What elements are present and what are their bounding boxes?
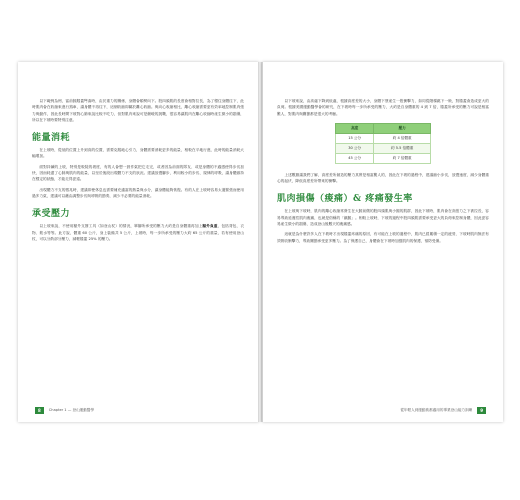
table-cell: 約 5.5 倍體重 [374, 143, 431, 153]
left-paragraph-3: 面對持續的上坡，特別是較陡的坡度，有的人會想一鼓作氣把它走完，或者因為前面的隊友、或是身體的不適感使得步伐加快，因而耗盡了心肺與肌肉的能量，以至於後段出現體力不支的狀況。建議放慢腳步，利用較小的步伐、規律的呼吸，讓身體維持在穩定的狀態，才能走得更遠。 [32, 164, 244, 182]
table-cell: 30 公分 [336, 143, 374, 153]
right-footer [398, 407, 489, 414]
table-cell: 約 7 倍體重 [374, 153, 431, 163]
table-header-height: 高度 [336, 123, 374, 133]
pressure-table [335, 123, 431, 164]
right-page-content [277, 98, 489, 248]
section-heading-pressure: 承受壓力 [32, 209, 71, 220]
page-number: 9 [477, 407, 486, 414]
section-heading-energy: 能量消耗 [32, 133, 71, 144]
right-page [262, 62, 503, 422]
emphasis-text: 額外負重 [202, 224, 218, 229]
left-page-content [32, 98, 244, 246]
table-header-pressure: 壓力 [374, 123, 431, 133]
table-cell: 約 4 倍體重 [374, 133, 431, 143]
right-paragraph-3: 在上坡與下坡時，肌肉的離心收縮常發生在大腿前側的股四頭肌與小腿的肌群，因此下坡時，肌肉會在高張力之下被拉長，容易導致延遲性肌肉痠痛，也就是俗稱的「鐵腿」。相較上坡時，下坡的過程中股四頭肌需要承受更大的負荷來控制身體，因此更容易產生微小的損傷，造成登山後數天的痠痛感。 [277, 209, 489, 227]
table-row [336, 133, 431, 143]
left-paragraph-5: 以上坡來說，不使用額外支撐工具（如登山杖）的情況，單腳所承受的壓力大約是自身體重再加上額外負重，包括背包、衣物、飲水等等。此方說，體重 60 公斤，身上裝備共 5 公斤，上坡時，每一步所承受的壓力大約 65 公斤的重量，若有使用登山杖，可以分散部分壓力，減輕膝蓋 25% 的壓力。 [32, 224, 245, 241]
left-paragraph-4: 出現體力不支的徵兆時，建議即使休息也需要補充適當的熱量與水分，讓身體能夠恢復。有的人在上坡時容易太過緊張而使用過多力氣，建議可以藉由調整步伐與呼吸的節奏，減少不必要的能量消耗。 [32, 187, 244, 198]
pressure-table-wrap [277, 123, 489, 164]
section-heading-muscle-damage: 肌肉損傷（痠痛）& 疼痛發生率 [277, 194, 413, 205]
right-paragraph-2: 上述數據讓我們了解，高度差所創造的壓力其實是相當驚人的，因此在下坡的過程中，建議縮小步伐，放慢速度，減少身體重心的起伏，降低高度差所帶來的衝擊。 [277, 172, 489, 184]
left-paragraph-1: 以下範例為例，當前腿膝蓋彎曲時，由於重力的關係，身體會順勢向下。股四頭肌的長度會相對拉長，為了穩住身體往下，此時肌肉會在收縮來進行煞車，讓身體不再往下，這個收縮即屬於離心收縮。與向心收縮相比，離心收縮需要更有效率地控制肌肉張力與動作，因此長時間下坡對心肺來說比較不吃力，但對肌肉來說可是嚴峻的挑戰，很容易讓肌肉在離心收縮時產生微小的損傷，所以在下坡時要特別注意。 [32, 99, 244, 122]
left-footer [32, 407, 96, 414]
table-row [336, 143, 431, 153]
left-paragraph-2: 在上坡時，從低的位置上升到高的位置，需要克服地心引力，身體需要消耗更多的能量，相較在平地行進，此時的能量消耗大幅增加。 [32, 148, 244, 159]
table-cell: 15 公分 [336, 133, 374, 143]
page-number: 8 [35, 407, 44, 414]
left-page [18, 62, 259, 422]
right-paragraph-1: 以下坡來說，由高處下降到低處，根據高度差的大小，身體下墜產生一股衝擊力，如同從階梯跳下一般，對膝蓋會造成更大的負荷。根據美國運動醫學會的研究，在下坡時每一步所承受的壓力，大約是自身體重的 4 到 7 倍，膝蓋所承受的壓力可說是相當驚人，對肌肉與關節都是很大的考驗。 [277, 99, 489, 116]
table-cell: 45 公分 [336, 153, 374, 163]
right-paragraph-4: 這就是為什麼許多人在下坡時才出現膝蓋疼痛的原因，有可能在上坡的過程中，肌肉已經累積一定的疲勞，下坡時肌肉無法有效吸收衝擊力，導致關節承受更多壓力。為了保護自己，身體會在下坡時加強肌肉的保護，預防受傷。 [277, 232, 489, 243]
book-title-label: 從年輕人到運動族都適用的專業登山能力訓練 [400, 408, 473, 412]
table-row [336, 153, 431, 163]
chapter-label: Chapter 1 — 登山運動醫學 [48, 408, 95, 412]
